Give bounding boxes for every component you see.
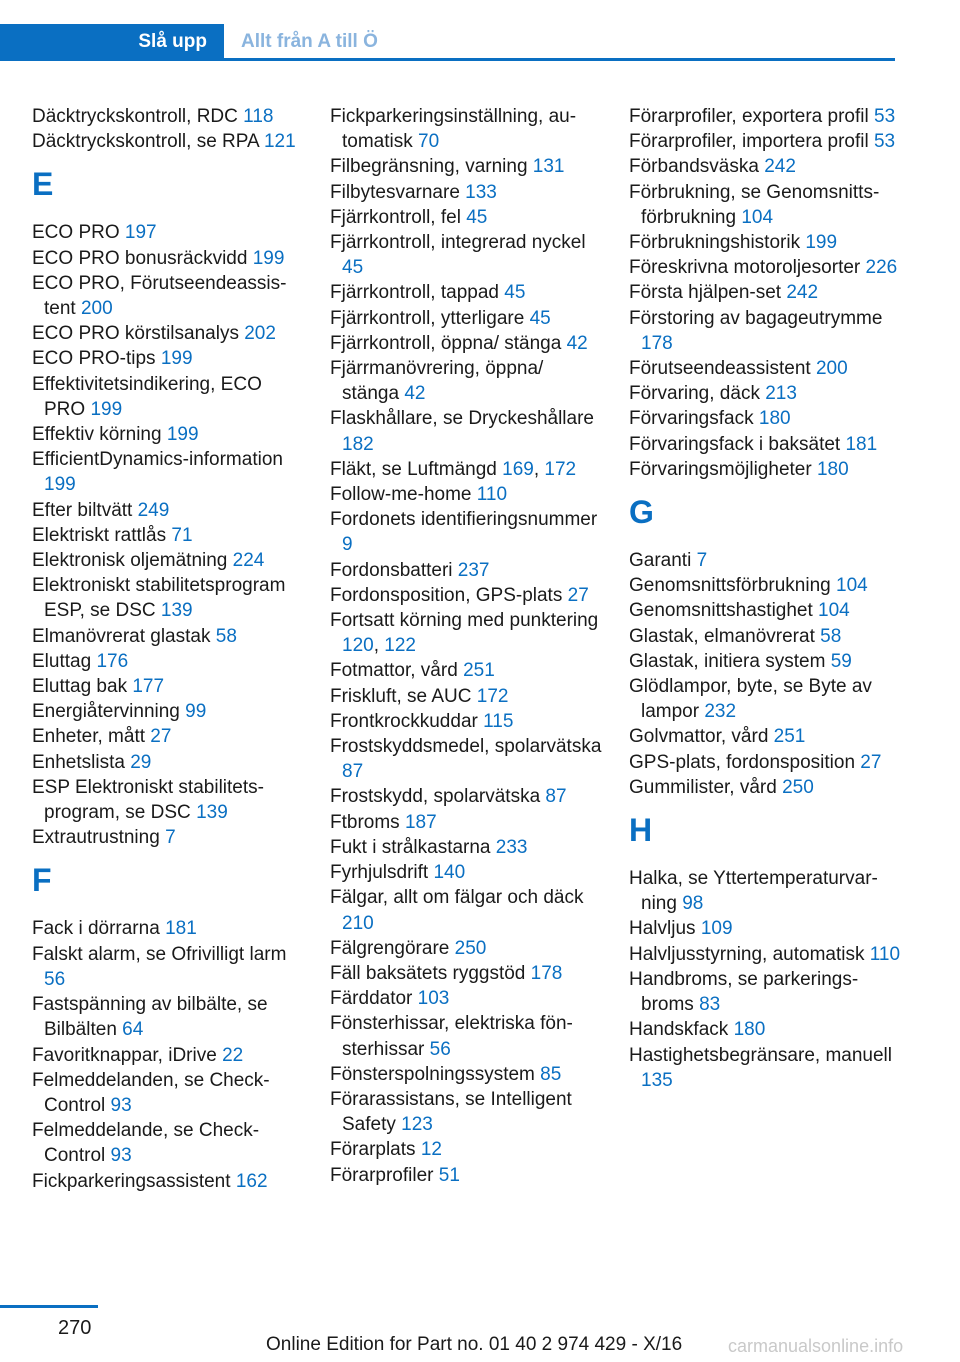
header-divider [0,58,895,61]
index-entry [330,784,605,809]
index-entry-term: Fjärrkontroll, öppna/ stänga [330,332,562,354]
index-entry [629,750,904,775]
page-link[interactable]: 104 [818,600,850,622]
page-link[interactable]: 180 [758,408,791,430]
page-link[interactable]: 123 [401,1114,433,1136]
page-link[interactable]: 180 [733,1019,766,1041]
page-link[interactable]: 110 [476,484,508,506]
index-entry-term: Fläkt, se Luftmängd [330,458,497,480]
page-link[interactable]: 56 [44,968,66,990]
index-entry [330,734,605,784]
index-entry [330,810,605,835]
index-entry-term: ECO PRO körstilsanalys [32,323,239,345]
index-letter-heading: G [629,494,654,531]
index-entry [32,1068,307,1118]
index-entry [330,507,605,557]
index-letter-heading: H [629,812,653,849]
page-link[interactable]: 45 [342,257,364,279]
page-link[interactable]: 139 [160,600,193,622]
index-entry [629,154,904,179]
page-link[interactable]: 172 [544,458,577,480]
page-link[interactable]: 210 [342,912,374,934]
index-entry-term: Fjärrmanövrering, öppna/ stänga [330,358,544,405]
page-link[interactable]: 181 [165,918,197,940]
page-link[interactable]: 182 [342,433,374,455]
index-entry [629,1043,904,1093]
index-entry-term: Fordonets identifieringsnummer [330,509,598,531]
index-entry-term: Fotmattor, vård [330,660,458,682]
page-link[interactable]: 51 [438,1164,460,1186]
index-column-3 [629,104,904,1093]
index-entry-term: ECO PRO, Förutseendeassistent [32,272,287,320]
index-letter-heading: F [32,862,52,899]
page-link[interactable]: 199 [44,474,76,496]
index-entry [330,1137,605,1162]
index-entry [330,986,605,1011]
page-link[interactable]: 213 [765,383,797,405]
page-link[interactable]: 85 [540,1063,562,1085]
index-entry [629,406,904,431]
index-entry-term: Garanti [629,550,692,572]
page-link[interactable]: 180 [816,458,849,480]
index-entry [629,255,904,280]
index-entry-term: Glastak, elmanövrerat [629,625,815,647]
index-entry [629,775,904,800]
index-entry [32,523,307,548]
index-entry [330,936,605,961]
page-link[interactable]: 199 [90,398,123,420]
index-entry [330,205,605,230]
page-link[interactable]: 178 [641,332,673,354]
index-entry [32,942,307,992]
page-link[interactable]: 7 [696,550,708,572]
page-link[interactable]: 9 [342,534,353,556]
page-link[interactable]: 200 [80,298,113,320]
index-entry [330,406,605,456]
index-entry-term: ECO PRO-tips [32,348,156,370]
page-link[interactable]: 181 [845,433,878,455]
page-link[interactable]: 110 [869,943,901,965]
index-entry-term: Fönsterhissar, elektriska fönsterhissar [330,1013,573,1060]
index-entry-term: Förvaringsmöjligheter [629,458,812,480]
index-entry-term: Fordonsbatteri [330,559,453,581]
index-entry-term: Fordonsposition, GPS-plats [330,584,563,606]
page-link[interactable]: 162 [235,1170,268,1192]
page-link[interactable]: 42 [566,332,588,354]
index-entry-term: Genomsnittsförbrukning [629,575,831,597]
page-link[interactable]: 70 [418,131,440,153]
index-entry [629,674,904,724]
index-entry-term: Förvaringsfack i baksätet [629,433,841,455]
page-link[interactable]: 121 [263,131,296,153]
page-link[interactable]: 177 [132,676,165,698]
index-entry [629,104,904,129]
page-link[interactable]: 199 [805,232,838,254]
page-link[interactable]: 56 [429,1038,451,1060]
index-entry-term: Elektriskt rattlås [32,524,167,546]
index-entry [330,104,605,154]
index-entry [32,1169,307,1194]
page-link[interactable]: 93 [110,1145,132,1167]
page-link[interactable]: 199 [160,348,193,370]
footer-divider [0,1305,98,1308]
index-entry-term: Förbandsväska [629,156,759,178]
page-number: 270 [58,1317,92,1339]
index-entry-term: Första hjälpen-set [629,282,782,304]
index-entry [32,422,307,447]
index-entry [32,246,307,271]
index-entry [629,598,904,623]
index-entry [330,684,605,709]
index-entry-term: Felmeddelande, se Check-Control [32,1120,260,1167]
index-entry [629,129,904,154]
index-entry-term: Fjärrkontroll, ytterligare [330,307,525,329]
index-entry [32,346,307,371]
page-link[interactable]: 187 [404,811,437,833]
index-entry-term: EfficientDynamics-information [32,449,283,471]
index-entry-term: Eluttag bak [32,676,128,698]
index-entry-term: Follow-me-home [330,484,472,506]
index-entry-term: Gummilister, vård [629,776,777,798]
index-entry [629,866,904,916]
index-entry [32,649,307,674]
page-link[interactable]: 27 [567,584,589,606]
page-link[interactable]: 140 [433,862,466,884]
page-link[interactable]: 251 [773,726,806,748]
page-link[interactable]: 7 [165,827,176,849]
index-entry-term: Fack i dörrarna [32,918,160,940]
index-entry-term: Fyrhjulsdrift [330,862,429,884]
page-link[interactable]: 200 [815,358,848,380]
page-link[interactable]: 172 [476,685,509,707]
index-entry-term: Fjärrkontroll, integrerad nyckel [330,232,586,254]
index-entry [330,583,605,608]
index-entry-term: Fjärrkontroll, tappad [330,282,499,304]
index-entry [32,498,307,523]
page-link[interactable]: 104 [836,575,868,597]
index-entry [330,180,605,205]
index-entry-term: Fälgar, allt om fälgar och däck [330,887,584,909]
index-entry-term: Fäll baksätets ryggstöd [330,962,526,984]
index-entry-term: ECO PRO bonusräckvidd [32,247,248,269]
index-entry [629,724,904,749]
index-entry [330,306,605,331]
page-link[interactable]: 93 [110,1094,132,1116]
index-entry-term: Fukt i strålkastarna [330,836,491,858]
index-entry-term: Frostskyddsmedel, spolarvätska [330,736,602,758]
index-entry-term: Fjärrkontroll, fel [330,206,461,228]
page-link[interactable]: 27 [860,751,882,773]
index-entry-term: Föreskrivna motoroljesorter [629,257,861,279]
index-entry [32,372,307,422]
index-entry-term: Däcktryckskontroll, se RPA [32,131,259,153]
index-entry [629,967,904,1017]
index-entry-term: Filbegränsning, varning [330,156,528,178]
index-entry [629,548,904,573]
index-entry-term: Färddator [330,988,413,1010]
page-link[interactable]: 83 [699,994,721,1016]
index-entry [32,321,307,346]
page-link[interactable]: 135 [641,1069,673,1091]
index-entry-term: Fickparkeringsinställning, automatisk [330,106,577,153]
page-link[interactable]: 199 [252,247,285,269]
index-entry [330,280,605,305]
page-link[interactable]: 250 [782,776,814,798]
page-link[interactable]: 251 [463,660,495,682]
index-entry-term: Favoritknappar, iDrive [32,1044,217,1066]
header-bar [0,0,895,62]
index-entry-term: Flaskhållare, se Dryckeshållare [330,408,594,430]
index-entry-term: Falskt alarm, se Ofrivilligt larm [32,943,287,965]
page-link[interactable]: 131 [532,156,565,178]
page-link[interactable]: 59 [830,650,852,672]
index-entry [629,457,904,482]
page-link[interactable]: 45 [466,206,488,228]
page-link[interactable]: 53 [874,106,896,127]
index-entry [629,432,904,457]
index-entry-term: Effektiv körning [32,424,162,446]
index-entry [629,180,904,230]
page-link[interactable]: 197 [124,222,157,244]
index-entry [32,1118,307,1168]
index-entry [629,916,904,941]
index-entry-term: Golvmattor, vård [629,726,769,748]
page-link[interactable]: 139 [196,802,228,824]
page-link[interactable]: 87 [342,761,364,783]
index-entry-term: Förarprofiler [330,1164,434,1186]
page-link[interactable]: 169 [502,458,534,480]
index-entry [330,331,605,356]
page-link[interactable]: 242 [786,282,819,304]
index-entry-term: Förbrukningshistorik [629,232,801,254]
page-link[interactable]: 42 [404,383,426,405]
page-link[interactable]: 120 [342,635,374,657]
index-entry-term: Förvaring, däck [629,383,760,405]
page-link[interactable]: 71 [171,524,193,546]
index-entry [32,271,307,321]
index-entry-term: Elektronisk oljemätning [32,550,228,572]
watermark-text: carmanualsonline.info [728,1336,904,1356]
page-link[interactable]: 115 [483,710,514,732]
index-entry [330,154,605,179]
index-entry-term: Enheter, mått [32,726,146,748]
page-link[interactable]: 249 [137,499,170,521]
index-entry [330,1163,605,1188]
index-entry-term: Efter biltvätt [32,499,133,521]
page-link[interactable]: 232 [704,701,737,723]
index-entry-term: Förarplats [330,1139,416,1161]
page-link[interactable]: 45 [504,282,526,304]
index-entry-term: Däcktryckskontroll, RDC [32,106,238,127]
page-link[interactable]: 104 [741,206,774,228]
page-link[interactable]: 237 [457,559,490,581]
index-entry-term: Förarprofiler, importera profil [629,131,869,153]
index-entry [32,220,307,245]
page-link[interactable]: 118 [243,106,274,127]
index-entry-term: Handbroms, se parkeringsbroms [629,968,859,1016]
page-link[interactable]: 27 [150,726,172,748]
index-entry [629,1017,904,1042]
index-entry-term: Filbytesvarnare [330,181,460,203]
index-entry-term: Fickparkeringsassistent [32,1170,231,1192]
page-link[interactable]: 64 [122,1019,144,1041]
index-entry [330,558,605,583]
index-entry-term: Halvljus [629,918,696,940]
index-entry [629,306,904,356]
page-link[interactable]: 45 [529,307,551,329]
page-link[interactable]: 22 [222,1044,244,1066]
index-entry-term: Glödlampor, byte, se Byte av lampor [629,676,872,723]
index-entry [32,447,307,497]
page-link[interactable]: 202 [244,323,276,345]
index-entry: Fläkt, se Luftmängd 169, 172 [330,458,577,480]
edition-text: Online Edition for Part no. 01 40 2 974 429 - X/16 [266,1334,683,1355]
page-link[interactable]: 99 [185,701,207,723]
page-link[interactable]: 226 [865,257,898,279]
page-link[interactable]: 250 [454,937,487,959]
index-entry [330,885,605,935]
index-entry [32,825,307,850]
index-entry-term: Handskfack [629,1019,729,1041]
page-link[interactable]: 58 [215,625,237,647]
index-letter-heading: E [32,166,54,203]
index-entry [32,104,307,129]
index-entry [32,674,307,699]
index-entry [330,860,605,885]
page-link[interactable]: 224 [232,550,265,572]
index-entry-term: Enhetslista [32,751,125,773]
index-column-2 [330,104,605,1188]
index-entry [32,624,307,649]
index-entry [330,709,605,734]
index-entry-term: Effektivitetsindikering, ECO PRO [32,373,262,420]
index-entry-term: Ftbroms [330,811,400,833]
index-entry [32,724,307,749]
index-entry [330,1087,605,1137]
index-entry-term: ESP Elektroniskt stabilitetsprogram, se DSC [32,776,264,824]
page-link[interactable]: 178 [530,962,563,984]
index-entry-term: Frontkrockkuddar [330,710,478,732]
page-link[interactable]: 87 [545,786,567,808]
index-entry [32,916,307,941]
index-entry-term: ECO PRO [32,222,120,244]
index-entry-term: Förstoring av bagageutrymme [629,307,883,329]
index-entry [330,658,605,683]
index-entry [32,992,307,1042]
page-link[interactable]: 103 [417,988,450,1010]
index-entry [629,381,904,406]
page-link[interactable]: 122 [384,635,416,657]
index-entry [629,280,904,305]
index-entry [330,482,605,507]
tab-lookup[interactable]: Slå upp [0,24,224,60]
index-entry-term: Fastspänning av bilbälte, se Bilbälten [32,994,268,1041]
page-link[interactable]: 133 [465,181,497,203]
page-link[interactable]: 12 [420,1139,442,1161]
page-link[interactable]: 199 [166,424,199,446]
index-entry-term: Hastighetsbegränsare, manuell [629,1044,892,1066]
index-entry [32,750,307,775]
page-link[interactable]: 176 [96,650,129,672]
index-entry [629,230,904,255]
page-link[interactable]: 53 [873,131,896,153]
index-entry-term: Fortsatt körning med punktering [330,610,599,632]
page-link[interactable]: 98 [682,893,704,915]
index-entry [330,961,605,986]
index-entry-term: Förvaringsfack [629,408,754,430]
index-entry-term: Fälgrengörare [330,937,450,959]
index-entry-term: Elmanövrerat glastak [32,625,211,647]
index-entry-term: Halka, se Yttertemperaturvarning [629,868,878,915]
index-entry [330,1011,605,1061]
index-entry [629,942,904,967]
index-entry [629,356,904,381]
index-entry-term: Elektroniskt stabilitetsprogram ESP, se DSC [32,575,286,622]
index-entry-term: Extrautrustning [32,827,160,849]
index-entry-term: Halvljusstyrning, automatisk [629,943,865,965]
index-entry [32,573,307,623]
index-entry [32,775,307,825]
index-entry-term: Förarprofiler, exportera profil [629,106,869,127]
index-entry-term: Genomsnittshastighet [629,600,813,622]
page-link[interactable]: 29 [130,751,152,773]
index-entry: Fortsatt körning med punktering 120, 122 [330,610,599,657]
index-entry-term: Energiåtervinning [32,701,180,723]
index-entry [629,573,904,598]
index-entry [32,548,307,573]
index-entry-term: GPS-plats, fordonsposition [629,751,856,773]
index-entry-term: Eluttag [32,650,92,672]
index-entry-term: Friskluft, se AUC [330,685,472,707]
index-entry [629,624,904,649]
page-link[interactable]: 242 [764,156,796,178]
index-entry [330,835,605,860]
tab-a-to-z[interactable]: Allt från A till Ö [241,31,378,52]
index-entry-term: Glastak, initiera system [629,650,826,672]
index-entry-term: Förbrukning, se Genomsnittsförbrukning [629,181,880,228]
index-entry [32,1043,307,1068]
index-entry [629,649,904,674]
index-entry [330,1062,605,1087]
index-entry [32,129,307,154]
index-entry-term: Förutseendeassistent [629,358,811,380]
index-entry-term: Felmeddelanden, se Check-Control [32,1069,270,1116]
index-entry-term: Förarassistans, se Intelligent Safety [330,1088,572,1136]
page-link[interactable]: 233 [495,836,528,858]
index-entry-term: Frostskydd, spolarvätska [330,786,541,808]
index-entry [32,699,307,724]
page-link[interactable]: 58 [820,625,842,647]
index-entry [330,230,605,280]
index-entry [330,356,605,406]
index-column-1 [32,104,307,1194]
index-entry-term: Fönsterspolningssystem [330,1063,535,1085]
page-link[interactable]: 109 [700,918,733,940]
